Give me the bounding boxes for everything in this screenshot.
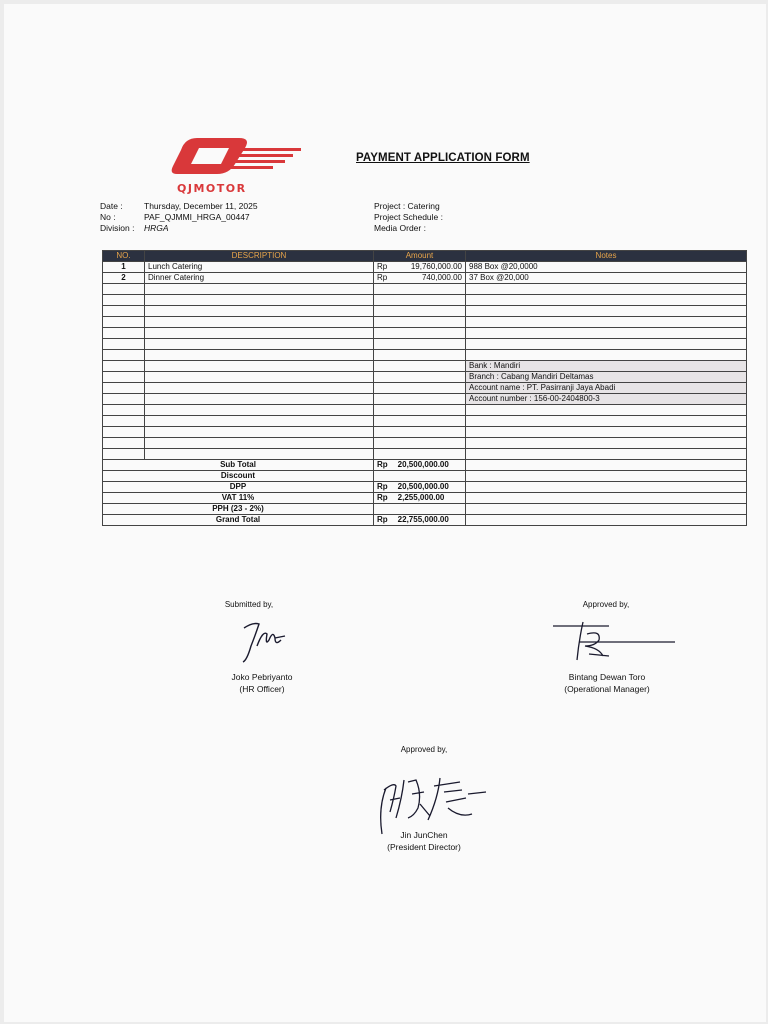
- total-label: VAT 11%: [103, 493, 374, 504]
- total-amount: 20,500,000.00: [397, 460, 449, 469]
- row-notes: 37 Box @20,000: [466, 273, 747, 284]
- total-notes: [466, 504, 747, 515]
- number-value: PAF_QJMMI_HRGA_00447: [144, 212, 250, 222]
- row-no: [103, 339, 145, 350]
- totals-row: [103, 515, 747, 526]
- row-notes: [466, 405, 747, 416]
- row-no: [103, 306, 145, 317]
- row-description: [145, 372, 374, 383]
- row-amount-cell: [374, 383, 466, 394]
- total-amount: 2,255,000.00: [397, 493, 445, 502]
- row-amount-cell: [374, 295, 466, 306]
- total-amount-cell: [374, 493, 466, 504]
- row-description: [145, 317, 374, 328]
- table-row: [103, 438, 747, 449]
- row-no: [103, 416, 145, 427]
- logo-wordmark: QJMOTOR: [177, 182, 247, 195]
- row-notes: [466, 328, 747, 339]
- total-amount: 20,500,000.00: [397, 482, 449, 491]
- project-field: Project : Catering: [374, 201, 440, 211]
- header-amount: Amount: [374, 251, 466, 262]
- president-role: (President Director): [387, 842, 461, 852]
- row-amount-cell: [374, 438, 466, 449]
- number-label: No :: [100, 212, 116, 222]
- total-currency: Rp: [377, 460, 388, 469]
- row-amount-cell: [374, 306, 466, 317]
- row-notes: [466, 284, 747, 295]
- row-no: [103, 372, 145, 383]
- total-currency: Rp: [377, 515, 388, 524]
- date-label: Date :: [100, 201, 123, 211]
- total-notes: [466, 482, 747, 493]
- row-description: Dinner Catering: [145, 273, 374, 284]
- ops-approver-role: (Operational Manager): [564, 684, 650, 694]
- table-row: [103, 405, 747, 416]
- row-notes: 988 Box @20,0000: [466, 262, 747, 273]
- row-currency: Rp: [377, 273, 388, 282]
- table-row: [103, 416, 747, 427]
- row-no: [103, 317, 145, 328]
- row-amount: 740,000.00: [421, 273, 462, 282]
- row-amount-cell: [374, 394, 466, 405]
- total-notes: [466, 460, 747, 471]
- meta-left: [100, 201, 258, 234]
- total-amount-cell: [374, 471, 466, 482]
- row-notes: [466, 438, 747, 449]
- table-row: [103, 295, 747, 306]
- project-schedule-field: Project Schedule :: [374, 212, 443, 222]
- row-amount: 19,760,000.00: [410, 262, 462, 271]
- media-order-field: Media Order :: [374, 223, 426, 233]
- table-row: [103, 361, 747, 372]
- total-amount: 22,755,000.00: [397, 515, 449, 524]
- table-row: [103, 350, 747, 361]
- table-row: [103, 262, 747, 273]
- row-notes: [466, 350, 747, 361]
- approved-by-label-president: Approved by,: [400, 745, 448, 754]
- total-notes: [466, 493, 747, 504]
- row-no: [103, 394, 145, 405]
- row-no: 2: [103, 273, 145, 284]
- total-currency: Rp: [377, 493, 388, 502]
- row-description: [145, 350, 374, 361]
- submitted-by: [197, 671, 327, 695]
- submitted-signature-icon: [239, 616, 294, 666]
- row-description: [145, 394, 374, 405]
- total-currency: Rp: [377, 482, 388, 491]
- total-amount-cell: [374, 482, 466, 493]
- approved-by-president: [356, 829, 492, 853]
- submitter-name: Joko Pebriyanto: [231, 672, 293, 682]
- total-label: DPP: [103, 482, 374, 493]
- table-row: [103, 273, 747, 284]
- row-no: [103, 405, 145, 416]
- row-amount-cell: [374, 284, 466, 295]
- row-notes: [466, 295, 747, 306]
- row-notes: [466, 339, 747, 350]
- row-amount-cell: [374, 449, 466, 460]
- total-amount-cell: [374, 504, 466, 515]
- table-row: [103, 339, 747, 350]
- meta-right: [374, 201, 443, 234]
- row-description: [145, 438, 374, 449]
- row-amount-cell: [374, 416, 466, 427]
- total-notes: [466, 471, 747, 482]
- division-value: HRGA: [144, 223, 169, 233]
- row-amount-cell: [374, 427, 466, 438]
- payment-table: [102, 250, 747, 526]
- total-label: Sub Total: [103, 460, 374, 471]
- ops-signature-icon: [549, 616, 679, 666]
- row-description: [145, 427, 374, 438]
- table-row: [103, 317, 747, 328]
- row-no: [103, 449, 145, 460]
- row-amount-cell: [374, 350, 466, 361]
- row-notes: [466, 317, 747, 328]
- header-notes: Notes: [466, 251, 747, 262]
- total-amount-cell: [374, 515, 466, 526]
- row-description: [145, 361, 374, 372]
- submitted-by-label: Submitted by,: [224, 600, 274, 609]
- division-label: Division :: [100, 223, 135, 233]
- row-description: [145, 306, 374, 317]
- row-notes: Account name : PT. Pasirranji Jaya Abadi: [466, 383, 747, 394]
- approved-by-ops: [542, 671, 672, 695]
- company-logo: [169, 132, 304, 196]
- row-description: Lunch Catering: [145, 262, 374, 273]
- row-amount-cell: [374, 328, 466, 339]
- total-label: Grand Total: [103, 515, 374, 526]
- row-no: [103, 328, 145, 339]
- row-currency: Rp: [377, 262, 388, 271]
- table-row: [103, 449, 747, 460]
- table-row: [103, 306, 747, 317]
- row-description: [145, 328, 374, 339]
- ops-approver-name: Bintang Dewan Toro: [568, 672, 646, 682]
- total-amount-cell: [374, 460, 466, 471]
- page-title: PAYMENT APPLICATION FORM: [356, 152, 530, 164]
- row-notes: [466, 306, 747, 317]
- row-no: [103, 284, 145, 295]
- row-no: [103, 361, 145, 372]
- document-page: [4, 4, 766, 1022]
- table-row: [103, 427, 747, 438]
- date-value: Thursday, December 11, 2025: [144, 201, 258, 211]
- table-row: [103, 372, 747, 383]
- header-no: NO.: [103, 251, 145, 262]
- row-notes: Account number : 156-00-2404800-3: [466, 394, 747, 405]
- row-description: [145, 284, 374, 295]
- row-notes: Branch : Cabang Mandiri Deltamas: [466, 372, 747, 383]
- row-description: [145, 383, 374, 394]
- row-amount-cell: [374, 372, 466, 383]
- row-amount-cell: [374, 273, 466, 284]
- table-header-row: [103, 251, 747, 262]
- row-amount-cell: [374, 317, 466, 328]
- row-amount-cell: [374, 262, 466, 273]
- table-row: [103, 284, 747, 295]
- row-no: [103, 350, 145, 361]
- row-description: [145, 449, 374, 460]
- totals-row: [103, 504, 747, 515]
- row-description: [145, 339, 374, 350]
- row-description: [145, 405, 374, 416]
- row-no: [103, 427, 145, 438]
- row-amount-cell: [374, 339, 466, 350]
- table-row: [103, 328, 747, 339]
- table-row: [103, 383, 747, 394]
- row-no: 1: [103, 262, 145, 273]
- president-signature-icon: [368, 768, 498, 838]
- row-no: [103, 383, 145, 394]
- row-amount-cell: [374, 405, 466, 416]
- row-no: [103, 295, 145, 306]
- row-notes: [466, 449, 747, 460]
- submitter-role: (HR Officer): [239, 684, 285, 694]
- row-no: [103, 438, 145, 449]
- president-name: Jin JunChen: [400, 830, 448, 840]
- totals-row: [103, 493, 747, 504]
- row-notes: Bank : Mandiri: [466, 361, 747, 372]
- header-description: DESCRIPTION: [145, 251, 374, 262]
- row-notes: [466, 416, 747, 427]
- totals-row: [103, 471, 747, 482]
- row-description: [145, 416, 374, 427]
- row-description: [145, 295, 374, 306]
- totals-row: [103, 460, 747, 471]
- table-row: [103, 394, 747, 405]
- row-notes: [466, 427, 747, 438]
- total-notes: [466, 515, 747, 526]
- totals-row: [103, 482, 747, 493]
- total-label: PPH (23 - 2%): [103, 504, 374, 515]
- row-amount-cell: [374, 361, 466, 372]
- approved-by-label-ops: Approved by,: [582, 600, 630, 609]
- total-label: Discount: [103, 471, 374, 482]
